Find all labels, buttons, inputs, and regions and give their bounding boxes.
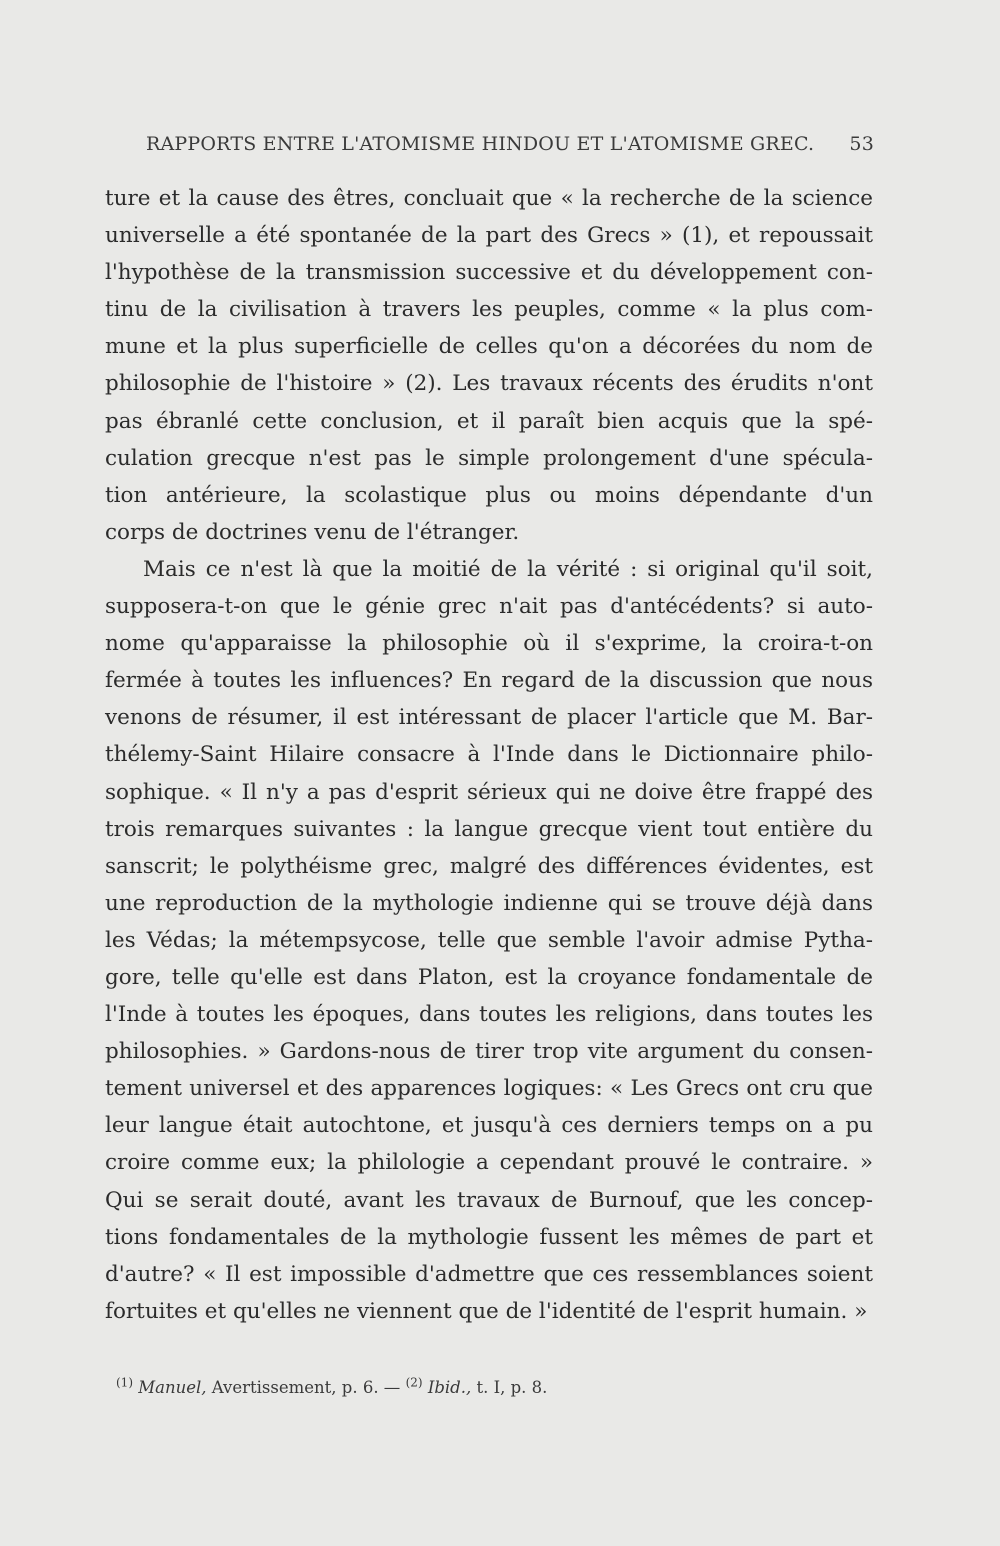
- footnote-title: Manuel,: [138, 1378, 207, 1397]
- text-line: leur langue était autochtone, et jusqu'à ces derniers temps on a pu: [105, 1113, 873, 1139]
- footnote-title: Ibid.,: [427, 1378, 472, 1397]
- page-number: 53: [849, 133, 874, 155]
- text-line: les Védas; la métempsycose, telle que semble l'avoir admise Pytha-: [105, 927, 873, 953]
- text-line: nome qu'apparaisse la philosophie où il s'exprime, la croira-t-on: [105, 631, 873, 657]
- paragraph-start-line: Mais ce n'est là que la moitié de la vérité : si original qu'il soit,: [143, 556, 873, 582]
- text-line: supposera-t-on que le génie grec n'ait pas d'antécédents? si auto-: [105, 594, 873, 620]
- text-line: croire comme eux; la philologie a cependant prouvé le contraire. »: [105, 1150, 873, 1176]
- text-line: universelle a été spontanée de la part des Grecs » (1), et repoussait: [105, 223, 873, 249]
- text-line: thélemy-Saint Hilaire consacre à l'Inde dans le Dictionnaire philo-: [105, 742, 873, 768]
- text-line: tement universel et des apparences logiques: « Les Grecs ont cru que: [105, 1076, 873, 1102]
- footnote-marker: (1): [116, 1375, 133, 1390]
- text-line: gore, telle qu'elle est dans Platon, est la croyance fondamentale de: [105, 964, 873, 990]
- footnote-text: Avertissement, p. 6. —: [211, 1378, 401, 1397]
- body-text: [105, 180, 873, 1330]
- text-line: tion antérieure, la scolastique plus ou moins dépendante d'un: [105, 482, 873, 508]
- text-line: sophique. « Il n'y a pas d'esprit sérieux qui ne doive être frappé des: [105, 779, 873, 805]
- text-line: tions fondamentales de la mythologie fussent les mêmes de part et: [105, 1224, 873, 1250]
- text-line: une reproduction de la mythologie indienne qui se trouve déjà dans: [105, 890, 873, 916]
- text-line: l'Inde à toutes les époques, dans toutes les religions, dans toutes les: [105, 1002, 873, 1028]
- text-line: pas ébranlé cette conclusion, et il paraît bien acquis que la spé-: [105, 408, 873, 434]
- text-line: philosophies. » Gardons-nous de tirer trop vite argument du consen-: [105, 1039, 873, 1065]
- text-line: fermée à toutes les influences? En regard de la discussion que nous: [105, 668, 873, 694]
- paragraph-end-line: corps de doctrines venu de l'étranger.: [105, 519, 520, 545]
- text-line: philosophie de l'histoire » (2). Les travaux récents des érudits n'ont: [105, 371, 873, 397]
- text-line: ture et la cause des êtres, concluait que « la recherche de la science: [105, 186, 873, 211]
- text-line: mune et la plus superficielle de celles qu'on a décorées du nom de: [105, 334, 873, 360]
- text-line: sanscrit; le polythéisme grec, malgré des différences évidentes, est: [105, 853, 873, 879]
- running-title: RAPPORTS ENTRE L'ATOMISME HINDOU ET L'ATOMISME GREC.: [146, 133, 815, 155]
- text-line: venons de résumer, il est intéressant de placer l'article que M. Bar-: [105, 705, 873, 731]
- footnotes: [116, 1375, 836, 1397]
- text-line: l'hypothèse de la transmission successive et du développement con-: [105, 260, 873, 286]
- text-line: fortuites et qu'elles ne viennent que de l'identité de l'esprit humain. »: [105, 1298, 868, 1324]
- text-line: d'autre? « Il est impossible d'admettre que ces ressemblances soient: [105, 1261, 873, 1287]
- footnote-marker: (2): [405, 1375, 423, 1390]
- text-line: trois remarques suivantes : la langue grecque vient tout entière du: [105, 816, 873, 842]
- text-line: tinu de la civilisation à travers les peuples, comme « la plus com-: [105, 297, 873, 323]
- footnote-text: t. I, p. 8.: [476, 1378, 548, 1397]
- text-line: Qui se serait douté, avant les travaux de Burnouf, que les concep-: [105, 1187, 873, 1213]
- text-line: culation grecque n'est pas le simple prolongement d'une spécula-: [105, 445, 873, 471]
